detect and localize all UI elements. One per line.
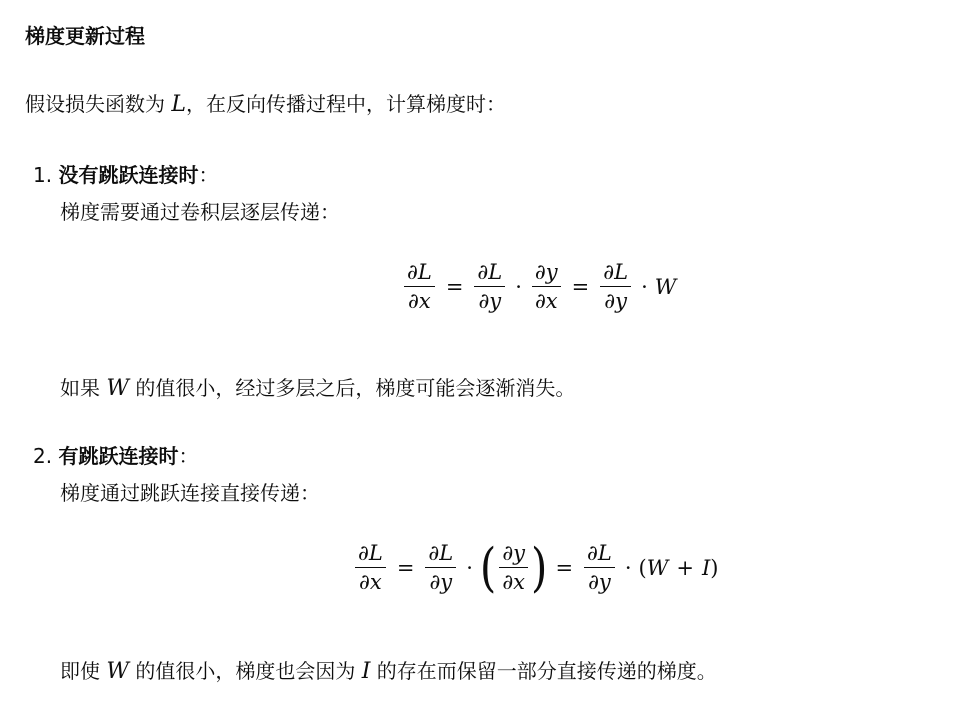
list-item-2-desc: 梯度通过跳跃连接直接传递： — [60, 481, 320, 505]
math-var-I: I — [361, 659, 371, 684]
fraction: $\frac{\partial y}{\partial x}$ — [532, 261, 561, 312]
equation-2: $\frac{\partial L}{\partial x}$ = $\frac{\partial L}{\partial y}$ · ( $\frac{\partial y}{\partial x}$ ) = $\frac{\partial L}{\partial y}$ · ( W + I ) — [352, 542, 718, 593]
math-var-W: W — [646, 555, 669, 580]
math-var-W: W — [654, 274, 677, 299]
equation-1: $\frac{\partial L}{\partial x}$ = $\frac{\partial L}{\partial y}$ · $\frac{\partial y}{\partial x}$ = $\frac{\partial L}{\partial y}$ · W — [401, 261, 676, 312]
list-item-1-desc: 梯度需要通过卷积层逐层传递： — [60, 200, 340, 224]
fraction: $\frac{\partial y}{\partial x}$ — [499, 542, 528, 593]
list-item-1-header — [33, 161, 218, 189]
list-item-2-header — [33, 442, 198, 470]
list-item-colon: ： — [178, 444, 199, 468]
section-heading: 梯度更新过程 — [25, 24, 145, 48]
list-item-colon: ： — [198, 163, 219, 187]
fraction: $\frac{\partial L}{\partial y}$ — [474, 261, 505, 312]
list-item-lead: 没有跳跃连接时 — [58, 163, 199, 187]
math-var-W: W — [106, 659, 129, 684]
list-number: 1. — [33, 163, 53, 187]
list-item-1-note: 如果 W 的值很小，经过多层之后，梯度可能会逐渐消失。 — [60, 376, 576, 401]
list-number: 2. — [33, 444, 53, 468]
math-var-L: L — [171, 92, 186, 117]
left-paren: ( — [479, 536, 497, 598]
math-var-W: W — [106, 376, 129, 401]
intro-text-after: ，在反向传播过程中，计算梯度时： — [185, 92, 506, 116]
math-var-I: I — [701, 555, 711, 580]
right-paren: ) — [531, 536, 548, 598]
fraction: $\frac{\partial L}{\partial y}$ — [584, 542, 615, 593]
list-item-lead: 有跳跃连接时 — [58, 444, 179, 468]
fraction: $\frac{\partial L}{\partial x}$ — [355, 542, 386, 593]
list-item-2-note: 即使 W 的值很小，梯度也会因为 I 的存在而保留一部分直接传递的梯度。 — [60, 659, 717, 684]
fraction: $\frac{\partial L}{\partial y}$ — [425, 542, 456, 593]
intro-paragraph — [25, 90, 506, 119]
intro-text-before: 假设损失函数为 — [25, 92, 172, 116]
fraction: $\frac{\partial L}{\partial y}$ — [600, 261, 631, 312]
fraction: $\frac{\partial L}{\partial x}$ — [404, 261, 435, 312]
